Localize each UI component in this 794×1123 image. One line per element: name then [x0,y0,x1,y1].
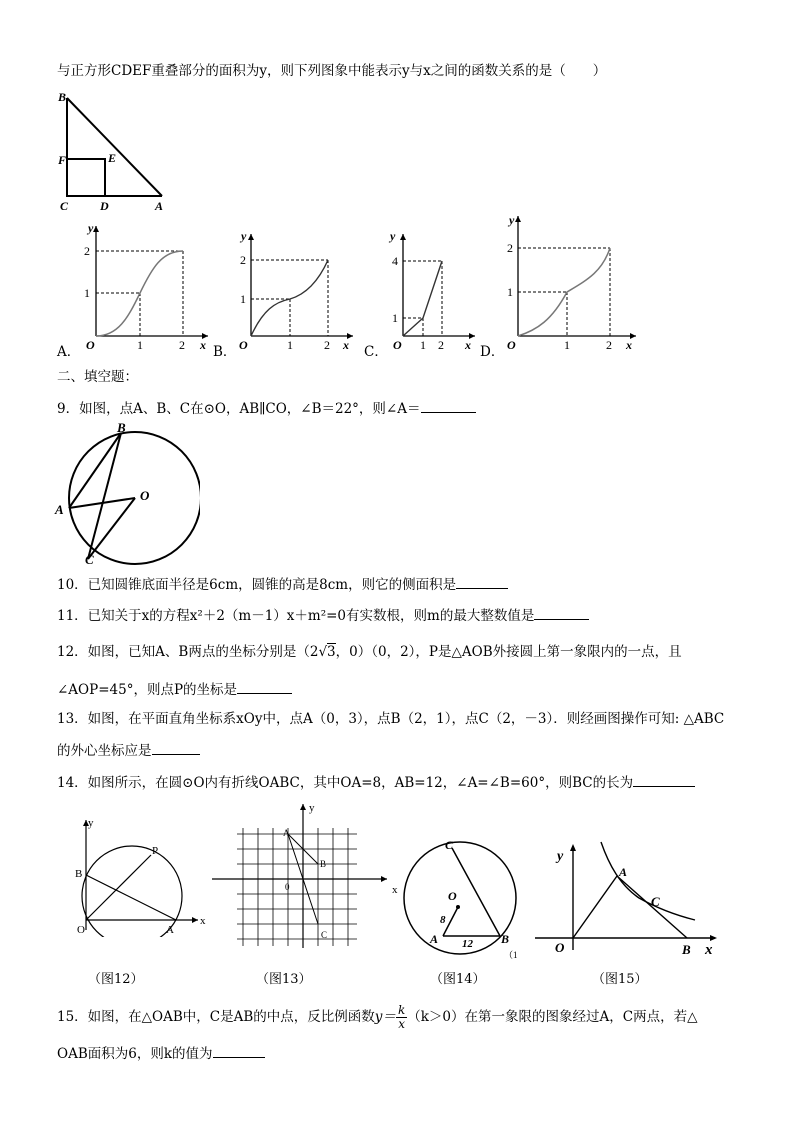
question-14-text: 14．如图所示，在圆⊙O内有折线OABC，其中OA=8，AB=12，∠A=∠B=60°，则BC的长为 [57,775,634,791]
figure-14 [400,822,525,960]
y-axis-label: y [241,229,247,243]
label-B: B [75,868,83,880]
question-10 [57,574,508,594]
tick-1: 1 [392,311,398,325]
tick-4: 4 [392,254,398,268]
label-C: C [60,199,69,213]
graph-option-a [78,218,213,358]
origin-label: O [393,338,402,352]
label-A: A [430,932,439,946]
question-14 [57,772,695,792]
graph-option-b [235,228,360,358]
figure-12-caption: （图12） [88,972,144,987]
option-b-label: B． [213,344,237,360]
label-C: C [321,930,328,940]
question-12-text-c: ∠AOP=45°，则点P的坐标是 [57,682,238,698]
tick-2: 2 [324,338,330,352]
question-8-tail: 与正方形CDEF重叠部分的面积为y，则下列图象中能表示y与x之间的函数关系的是（ ） [57,63,607,79]
fraction-k-over-x [396,1004,407,1031]
question-12-text-b: ，0）（0，2），P是△AOB外接圆上第一象限内的一点，且 [335,644,682,660]
label-B: B [501,932,510,946]
option-d-label: D． [480,344,505,360]
x-axis-label: x [465,338,471,352]
fraction-denominator: x [398,1017,405,1031]
tick-1: 1 [84,286,90,300]
y-axis-label: y [88,817,94,829]
question-15-line-1 [57,1004,697,1031]
label-O: 0 [285,882,290,892]
tick-1: 1 [420,338,426,352]
fraction-numerator: k [397,1003,406,1017]
tick-2: 2 [240,253,246,267]
question-12-line-1 [57,643,682,661]
question-13-line-1: 13．如图，在平面直角坐标系xOy中，点A（0，3），点B（2，1），点C（2，－3）．则经画图操作可知: △ABC [57,711,725,727]
answer-blank[interactable] [534,605,589,620]
answer-blank[interactable] [237,679,292,694]
x-axis-label: x [392,884,398,896]
answer-blank[interactable] [213,1043,265,1058]
question-12-line-2 [57,679,292,699]
label-A: A [155,199,164,213]
tick-2: 2 [606,338,612,352]
label-O: O [448,889,457,903]
question-13-text: 的外心坐标应是 [57,743,152,759]
label-A: A [619,865,628,879]
tick-1: 1 [507,285,513,299]
label-C: C [445,838,454,852]
y-axis-label: y [88,221,94,235]
figure-13-caption: （图13） [256,972,312,987]
label-O: O [555,940,565,955]
question-15-text-c: OAB面积为6，则k的值为 [57,1046,213,1062]
tick-2: 2 [438,338,444,352]
x-axis-label: x [343,338,349,352]
label-O: O [140,488,150,503]
label-B: B [117,420,126,435]
y-axis-label: y [309,802,315,814]
y-axis-label: y [390,229,396,243]
triangle-square-figure [55,86,170,214]
label-8: 8 [440,914,446,926]
x-axis-label: x [200,915,206,927]
label-A: A [283,828,290,838]
x-axis-label: x [705,942,713,958]
label-C: C [85,552,94,567]
label-E: E [108,151,117,165]
question-15-text-b: （k＞0）在第一象限的图象经过A，C两点，若△ [407,1009,698,1025]
question-10-text: 10．已知圆锥底面半径是6cm，圆锥的高是8cm，则它的侧面积是 [57,577,457,593]
figure-12 [58,812,208,937]
label-C: C [651,894,660,909]
y-axis-label: y [557,849,564,864]
figure-14-caption: （图14） [430,972,486,987]
question-9-text: 9．如图，点A、B、C在⊙O，AB∥CO，∠B＝22°，则∠A＝ [57,401,421,417]
clipped-text: （1 [504,950,518,960]
question-9 [57,398,476,418]
tick-1: 1 [564,338,570,352]
graph-option-d [502,210,642,358]
question-13-line-2 [57,740,200,760]
section-title: 二、填空题： [57,369,138,385]
question-11-text: 11．已知关于x的方程x²＋2（m－1）x＋m²=0有实数根，则m的最大整数值是 [57,608,535,624]
question-12-text-a: 12．如图，已知A、B两点的坐标分别是（2 [57,644,319,660]
tick-1: 1 [240,292,246,306]
figure-13 [207,798,402,958]
tick-2: 2 [507,241,513,255]
x-axis-label: x [200,338,206,352]
answer-blank[interactable] [456,574,508,589]
function-y: y＝ [374,1009,396,1025]
figure-15 [535,840,725,960]
label-B: B [58,90,67,104]
option-c-label: C． [364,344,388,360]
graph-option-c [385,228,480,358]
label-D: D [100,199,109,213]
answer-blank[interactable] [421,398,476,413]
y-axis-label: y [509,213,515,227]
x-axis-label: x [626,338,632,352]
sqrt-radicand: 3 [327,644,336,660]
label-O: O [77,924,85,936]
answer-blank[interactable] [633,772,695,787]
answer-blank[interactable] [152,740,200,755]
label-A: A [166,924,174,936]
tick-2: 2 [84,244,90,258]
question-15-text-a: 15．如图，在△OAB中，C是AB的中点，反比例函数 [57,1009,375,1025]
tick-1: 1 [287,338,293,352]
origin-label: O [86,338,95,352]
circle-figure-q9 [50,418,200,570]
sqrt-symbol: √ [318,644,328,660]
question-15-line-2 [57,1043,265,1063]
label-B: B [682,942,691,957]
label-A: A [55,502,64,517]
tick-1: 1 [137,338,143,352]
figure-15-caption: （图15） [592,972,648,987]
origin-label: O [239,338,248,352]
label-F: F [58,153,67,167]
origin-label: O [507,338,516,352]
option-a-label: A． [57,344,81,360]
tick-2: 2 [179,338,185,352]
label-B: B [320,859,327,869]
label-12: 12 [462,938,473,950]
question-11 [57,605,589,625]
grid-lines [237,828,357,946]
label-P: P [152,845,159,857]
